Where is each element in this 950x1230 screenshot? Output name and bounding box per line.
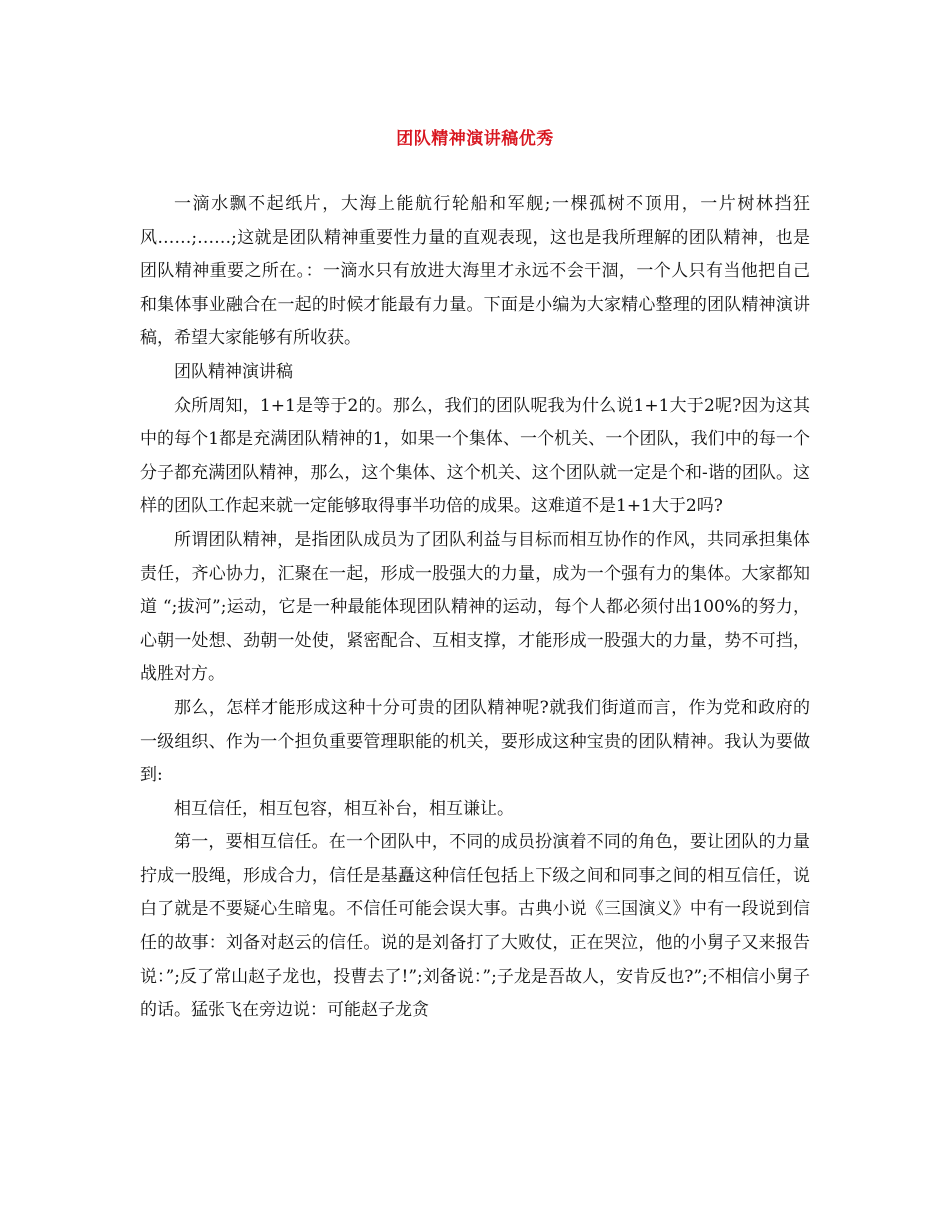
paragraph: 众所周知，1+1是等于2的。那么，我们的团队呢我为什么说1+1大于2呢?因为这其中的每个1都是充满团队精神的1，如果一个集体、一个机关、一个团队，我们中的每一个分子都充满团队精神，那么，这个集体、这个机关、这个团队就一定是个和-谐的团队。这样的团队工作起来就一定能够取得事半功倍的成果。这难道不是1+1大于2吗?	[140, 395, 810, 517]
section-heading: 团队精神演讲稿	[174, 361, 293, 382]
paragraph: 一滴水飘不起纸片，大海上能航行轮船和军舰;一棵孤树不顶用，一片树林挡狂风……;……;这就是团队精神重要性力量的直观表现，这也是我所理解的团队精神，也是团队精神重要之所在。：一滴水只有放进大海里才永远不会干涸，一个人只有当他把自己和集体事业融合在一起的时候才能最有力量。下面是小编为大家精心整理的团队精神演讲稿，希望大家能够有所收获。	[140, 194, 810, 349]
document-title: 团队精神演讲稿优秀	[396, 129, 554, 149]
paragraph: 那么，怎样才能形成这种十分可贵的团队精神呢?就我们街道而言，作为党和政府的一级组织、作为一个担负重要管理职能的机关，要形成这种宝贵的团队精神。我认为要做到:	[140, 697, 810, 786]
paragraph: 相互信任，相互包容，相互补台，相互谦让。	[174, 798, 514, 819]
paragraph: 第一，要相互信任。在一个团队中，不同的成员扮演着不同的角色，要让团队的力量拧成一股绳，形成合力，信任是基矗这种信任包括上下级之间和同事之间的相互信任，说白了就是不要疑心生暗鬼。不信任可能会误大事。古典小说《三国演义》中有一段说到信任的故事：刘备对赵云的信任。说的是刘备打了大败仗，正在哭泣，他的小舅子又来报告说：”;反了常山赵子龙也，投曹去了!”;刘备说：”;子龙是吾故人，安肯反也?”;不相信小舅子的话。猛张飞在旁边说：可能赵子龙贪	[140, 832, 810, 1021]
paragraph: 所谓团队精神，是指团队成员为了团队利益与目标而相互协作的作风，共同承担集体责任，齐心协力，汇聚在一起，形成一股强大的力量，成为一个强有力的集体。大家都知道 “;拔河”;运动，它是一种最能体现团队精神的运动，每个人都必须付出100%的努力，心朝一处想、劲朝一处使，紧密配合、互相支撑，才能形成一股强大的力量，势不可挡，战胜对方。	[140, 529, 810, 685]
document-body	[140, 188, 810, 1028]
